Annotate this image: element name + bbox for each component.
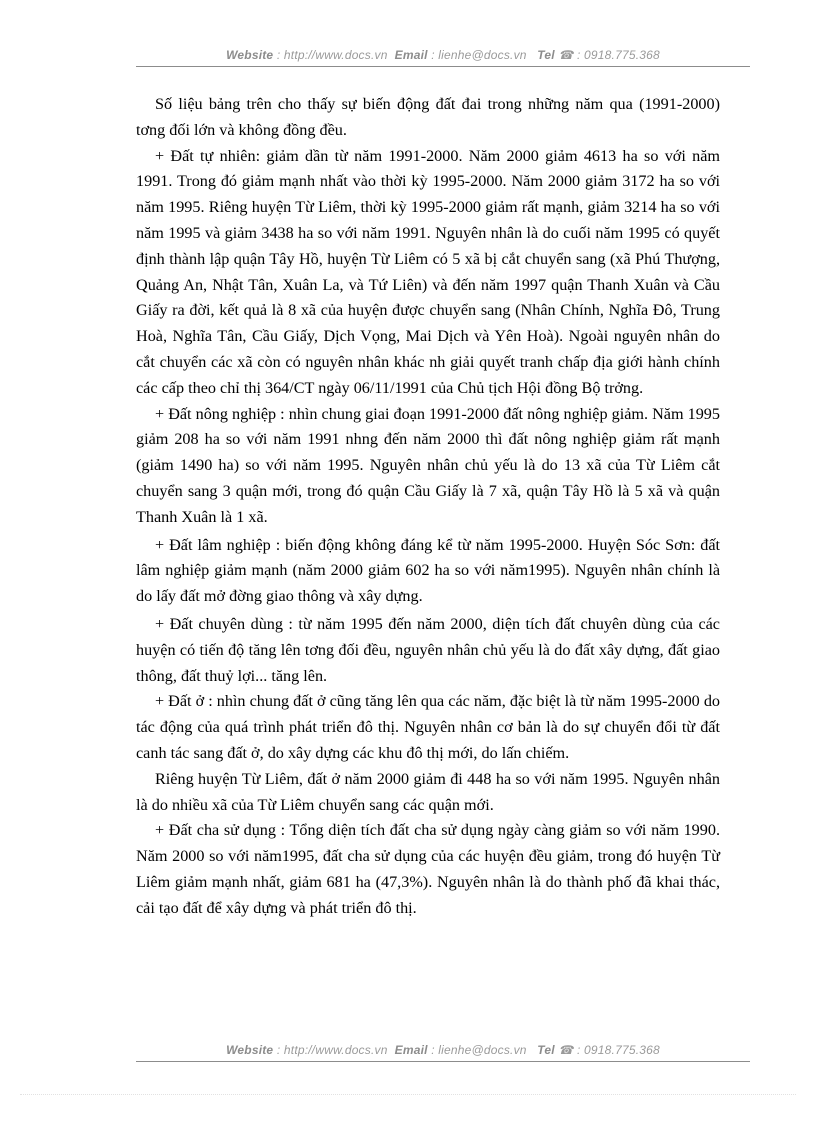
footer-divider	[136, 1061, 750, 1062]
footer-email-label: Email	[394, 1043, 428, 1057]
paragraph-dat-o: + Đất ở : nhìn chung đất ở cũng tăng lên qua các năm, đặc biệt là từ năm 1995-2000 do tác động của quá trình phát triển đô thị. Nguyên nhân cơ bản là do sự chuyển đổi từ đất canh tác sang đất ở, do xây dựng các khu đô thị mới, do lấn chiếm.	[136, 692, 721, 762]
header-email-value: : lienhe@docs.vn	[431, 48, 527, 62]
header-email-label: Email	[394, 48, 428, 62]
page-footer	[136, 1043, 750, 1057]
paragraph-tu-liem: Riêng huyện Từ Liêm, đất ở năm 2000 giảm đi 448 ha so với năm 1995. Nguyên nhân là do nhiều xã của Từ Liêm chuyển sang các quận mới.	[136, 769, 720, 814]
paragraph-dat-lam-nghiep: + Đất lâm nghiệp : biến động không đáng kể từ năm 1995-2000. Huyện Sóc Sơn: đất lâm nghiệp giảm mạnh (năm 2000 giảm 602 ha so với năm1995). Nguyên nhân chính là do lấy đất mở đờng giao thông và xây dựng.	[136, 535, 720, 606]
footer-website-value: : http://www.docs.vn	[276, 1043, 388, 1057]
footer-email-value: : lienhe@docs.vn	[431, 1043, 527, 1057]
footer-tel-label: Tel	[537, 1043, 555, 1057]
paragraph-dat-nong-nghiep: + Đất nông nghiệp : nhìn chung giai đoạn 1991-2000 đất nông nghiệp giảm. Năm 1995 giảm 208 ha so với năm 1991 nhng đến năm 2000 thì đất nông nghiệp giảm rất mạnh (giảm 1490 ha) so với năm 1995. Nguyên nhân chủ yếu là do 13 xã của Từ Liêm cắt chuyển sang 3 quận mới, trong đó quận Cầu Giấy là 7 xã, quận Tây Hồ là 5 xã và quận Thanh Xuân là 1 xã.	[136, 404, 720, 526]
header-tel-label: Tel	[537, 48, 555, 62]
page-edge-divider	[20, 1094, 796, 1095]
footer-tel-value: ☎ : 0918.775.368	[558, 1043, 660, 1057]
paragraph-intro: Số liệu bảng trên cho thấy sự biến động đất đai trong những năm qua (1991-2000) tơng đối lớn và không đồng đều.	[136, 95, 720, 139]
paragraph-dat-tu-nhien: + Đất tự nhiên: giảm dần từ năm 1991-2000. Năm 2000 giảm 4613 ha so với năm 1991. Trong đó giảm mạnh nhất vào thời kỳ 1995-2000. Năm 2000 giảm 3172 ha so với năm 1995. Riêng huyện Từ Liêm, thời kỳ 1995-2000 giảm rất mạnh, giảm 3214 ha so với năm 1995 và giảm 3438 ha so với năm 1991. Nguyên nhân là do cuối năm 1995 có quyết định thành lập quận Tây Hồ, huyện Từ Liêm có 5 xã bị cắt chuyển sang (xã Phú Thượng, Quảng An, Nhật Tân, Xuân La, và Tứ Liên) và đến năm 1997 quận Thanh Xuân và Cầu Giấy ra đời, kết quả là 8 xã của huyện được chuyển sang (Nhân Chính, Nghĩa Đô, Trung Hoà, Nghĩa Tân, Cầu Giấy, Dịch Vọng, Mai Dịch và Yên Hoà). Ngoài nguyên nhân do cắt chuyển các xã còn có nguyên nhân khác nh giải quyết tranh chấp địa giới hành chính các cấp theo chỉ thị 364/CT ngày 06/11/1991 của Chủ tịch Hội đồng Bộ trởng.	[136, 146, 720, 397]
header-divider	[136, 66, 750, 67]
footer-website-label: Website	[226, 1043, 274, 1057]
header-website-value: : http://www.docs.vn	[276, 48, 388, 62]
header-tel-value: ☎ : 0918.775.368	[558, 48, 660, 62]
document-body	[136, 92, 720, 922]
page-header	[136, 48, 750, 62]
header-website-label: Website	[226, 48, 274, 62]
paragraph-dat-chua-su-dung: + Đất cha sử dụng : Tổng diện tích đất cha sử dụng ngày càng giảm so với năm 1990. Năm 2000 so với năm1995, đất cha sử dụng của các huyện đều giảm, trong đó huyện Từ Liêm giảm mạnh nhất, giảm 681 ha (47,3%). Nguyên nhân là do thành phố đã khai thác, cải tạo đất để xây dựng và phát triển đô thị.	[136, 821, 720, 917]
paragraph-dat-chuyen-dung: + Đất chuyên dùng : từ năm 1995 đến năm 2000, diện tích đất chuyên dùng của các huyện có tiến độ tăng lên tơng đối đều, nguyên nhân chủ yếu là do đất xây dựng, đất giao thông, đất thuỷ lợi... tăng lên.	[136, 614, 720, 685]
